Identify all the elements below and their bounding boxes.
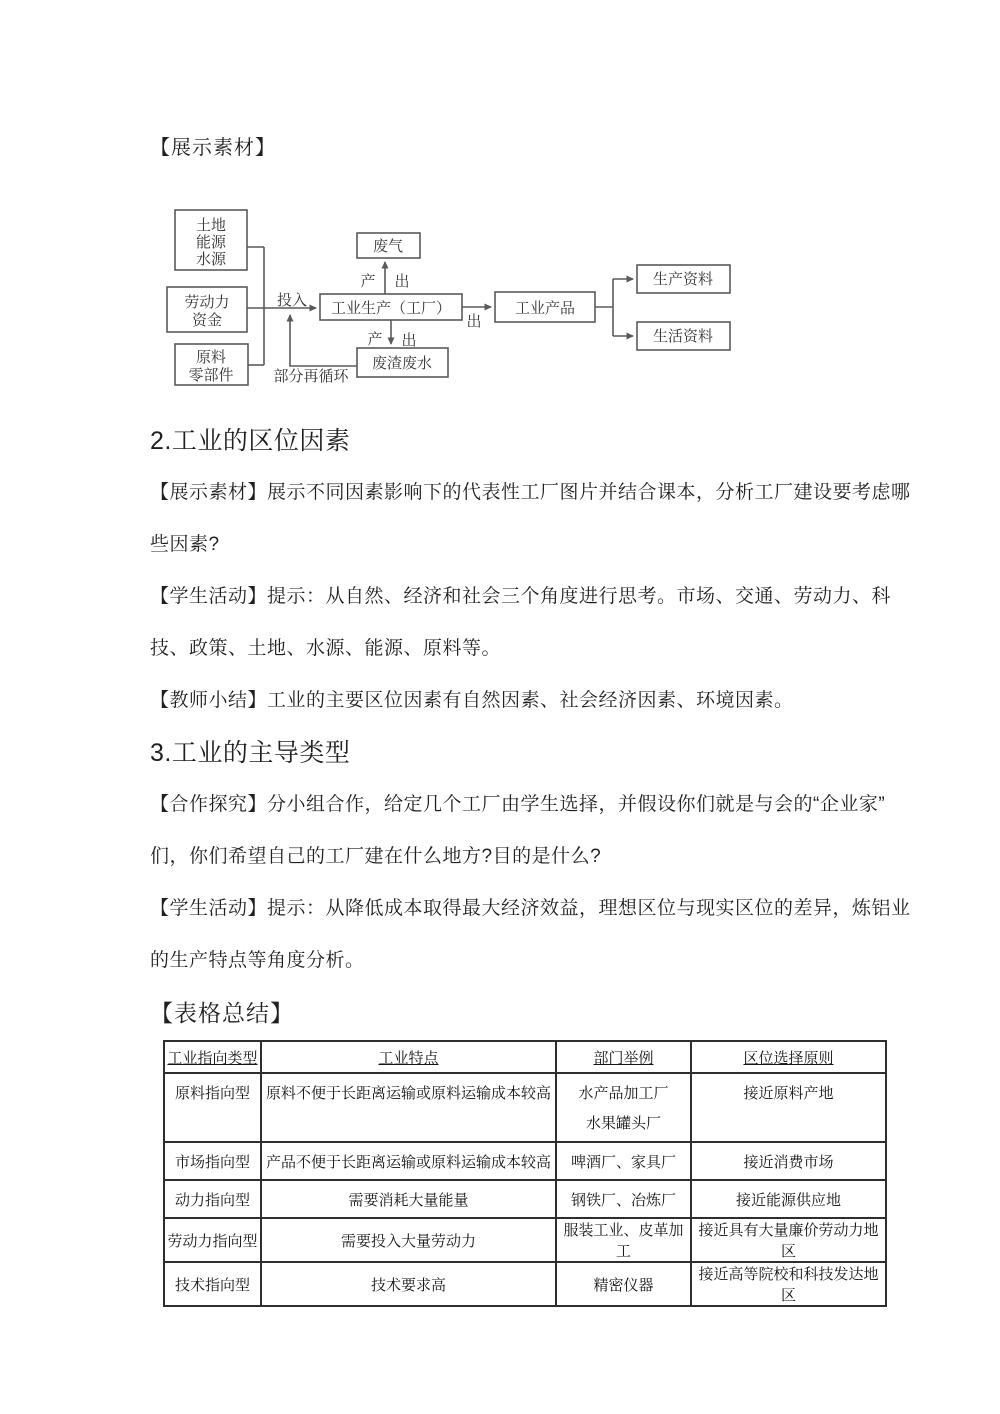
- living-materials-box: [637, 322, 730, 350]
- label-out: 出: [394, 273, 410, 290]
- input-box-labor-capital: [167, 287, 247, 332]
- paragraph-line: 【学生活动】提示：从自然、经济和社会三个角度进行思考。市场、交通、劳动力、科: [150, 586, 892, 607]
- cell-principle: 接近具有大量廉价劳动力地区: [691, 1218, 886, 1262]
- table-header-row: [164, 1041, 886, 1073]
- paragraph-line: 【学生活动】提示：从降低成本取得最大经济效益，理想区位与现实区位的差异，炼铝业: [150, 898, 911, 919]
- svg-text:生产资料: 生产资料: [652, 271, 714, 288]
- svg-text:工业产品: 工业产品: [514, 300, 576, 317]
- paragraph-line: 【教师小结】工业的主要区位因素有自然因素、社会经济因素、环境因素。: [150, 690, 794, 711]
- input-box-line: 水源: [195, 251, 227, 268]
- cell-examples: 啤酒厂、家具厂: [556, 1142, 691, 1180]
- waste-residue-box: [357, 348, 448, 377]
- body-text: [150, 415, 930, 1039]
- label-out: 出: [466, 313, 482, 330]
- svg-text:废渣废水: 废渣废水: [371, 355, 433, 372]
- heading-industry-location-factors: 2.工业的区位因素: [150, 427, 351, 455]
- cell-type: 劳动力指向型: [164, 1218, 261, 1262]
- label-produce: 产: [367, 331, 383, 348]
- col-header-principle: 区位选择原则: [691, 1041, 886, 1073]
- cell-examples: 精密仪器: [556, 1262, 691, 1306]
- cell-type: 技术指向型: [164, 1262, 261, 1306]
- cell-feature: 技术要求高: [261, 1262, 556, 1306]
- cell-type: 原料指向型: [164, 1073, 261, 1142]
- industry-type-summary-table: [163, 1040, 887, 1307]
- cell-examples: 服装工业、皮革加工: [556, 1218, 691, 1262]
- input-box-line: 劳动力: [184, 294, 230, 311]
- cell-examples: 钢铁厂、冶炼厂: [556, 1180, 691, 1218]
- svg-text:废气: 废气: [372, 238, 404, 255]
- col-header-type: 工业指向类型: [164, 1041, 261, 1073]
- cell-type: 动力指向型: [164, 1180, 261, 1218]
- table-row: [164, 1262, 886, 1306]
- heading-industry-dominant-types: 3.工业的主导类型: [150, 739, 351, 767]
- svg-text:工业生产（工厂）: 工业生产（工厂）: [330, 300, 452, 317]
- cell-type: 市场指向型: [164, 1142, 261, 1180]
- input-box-line: 原料: [195, 349, 227, 366]
- svg-text:生活资料: 生活资料: [652, 328, 714, 345]
- cell-examples: [556, 1073, 691, 1142]
- col-header-feature: 工业特点: [261, 1041, 556, 1073]
- waste-gas-box: [357, 233, 420, 258]
- cell-feature: 产品不便于长距离运输或原料运输成本较高: [261, 1142, 556, 1180]
- example-line: 水果罐头厂: [585, 1115, 661, 1132]
- production-materials-box: [637, 265, 730, 293]
- section-heading-display-material: 【展示素材】: [150, 137, 276, 159]
- cell-feature: 需要消耗大量能量: [261, 1180, 556, 1218]
- paragraph-line: 【展示素材】展示不同因素影响下的代表性工厂图片并结合课本，分析工厂建设要考虑哪: [150, 482, 911, 503]
- flow-diagram: [160, 200, 760, 395]
- label-input: 投入: [276, 292, 308, 309]
- paragraph-line: 的生产特点等角度分析。: [150, 950, 365, 971]
- table-row: [164, 1073, 886, 1142]
- paragraph-line: 【合作探究】分小组合作，给定几个工厂由学生选择，并假设你们就是与会的“企业家”: [150, 794, 886, 815]
- table-row: [164, 1180, 886, 1218]
- paragraph-line: 些因素?: [150, 534, 220, 555]
- input-box-raw-material-parts: [175, 344, 248, 385]
- input-box-land-energy-water: [175, 210, 247, 270]
- cell-feature: 原料不便于长距离运输或原料运输成本较高: [261, 1073, 556, 1142]
- cell-principle: 接近原料产地: [691, 1073, 886, 1142]
- label-recycle: 部分再循环: [273, 368, 349, 385]
- label-produce: 产: [360, 273, 376, 290]
- input-box-line: 土地: [195, 217, 227, 234]
- paragraph-line: 们，你们希望自己的工厂建在什么地方?目的是什么?: [150, 846, 602, 867]
- product-box: [495, 292, 595, 322]
- paragraph-line: 技、政策、土地、水源、能源、原料等。: [150, 638, 502, 659]
- cell-feature: 需要投入大量劳动力: [261, 1218, 556, 1262]
- input-box-line: 能源: [195, 234, 227, 251]
- cell-principle: 接近消费市场: [691, 1142, 886, 1180]
- input-box-line: 零部件: [188, 367, 234, 384]
- example-line: 水产品加工厂: [578, 1085, 669, 1102]
- factory-box: [320, 294, 462, 320]
- label-out: 出: [401, 332, 417, 349]
- cell-principle: 接近能源供应地: [691, 1180, 886, 1218]
- input-box-line: 资金: [191, 312, 223, 329]
- cell-principle: 接近高等院校和科技发达地区: [691, 1262, 886, 1306]
- heading-table-summary: 【表格总结】: [150, 1000, 294, 1026]
- table-row: [164, 1142, 886, 1180]
- col-header-examples: 部门举例: [556, 1041, 691, 1073]
- table-row: [164, 1218, 886, 1262]
